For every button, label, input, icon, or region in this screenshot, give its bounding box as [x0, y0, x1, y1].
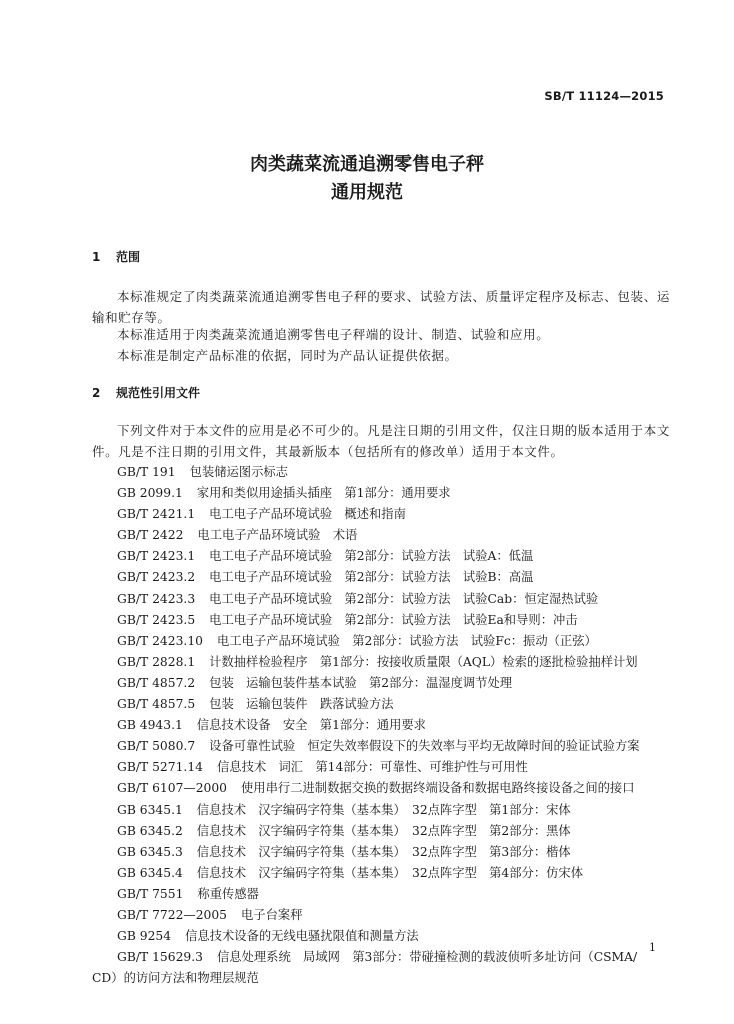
reference-title: 称重传感器 — [197, 886, 259, 901]
reference-title: 电工电子产品环境试验 第2部分：试验方法 试验B：高温 — [209, 570, 534, 585]
scope-paragraph: 本标准规定了肉类蔬菜流通追溯零售电子秤的要求、试验方法、质量评定程序及标志、包装、运输和贮存等。 — [92, 289, 670, 325]
reference-code: GB/T 5080.7 — [117, 739, 196, 754]
section-title: 范围 — [116, 250, 141, 264]
reference-item — [117, 800, 677, 821]
reference-code: GB 6345.3 — [117, 844, 183, 859]
reference-title: 计数抽样检验程序 第1部分：按接收质量限（AQL）检索的逐批检验抽样计划 — [209, 654, 638, 669]
reference-title: 电工电子产品环境试验 概述和指南 — [209, 507, 406, 522]
document-title: 肉类蔬菜流通追溯零售电子秤 — [250, 154, 484, 175]
reference-code: GB/T 2421.1 — [117, 507, 196, 522]
section-heading-normative-references — [92, 384, 200, 401]
scope-paragraph: 本标准是制定产品标准的依据，同时为产品认证提供依据。 — [117, 348, 458, 363]
reference-item — [117, 631, 677, 652]
reference-code: GB/T 2828.1 — [117, 654, 196, 669]
section-title: 规范性引用文件 — [116, 386, 201, 400]
reference-code: GB/T 2422 — [117, 528, 184, 543]
reference-item — [117, 483, 677, 504]
standard-number: SB/T 11124—2015 — [544, 89, 664, 103]
reference-list — [92, 462, 677, 989]
reference-item — [117, 567, 677, 588]
reference-code: GB 6345.4 — [117, 865, 183, 880]
reference-item — [117, 462, 677, 483]
reference-item — [117, 652, 677, 673]
reference-item — [117, 863, 677, 884]
reference-item — [117, 821, 677, 842]
reference-title: 电工电子产品环境试验 第2部分：试验方法 试验Fc：振动（正弦） — [216, 633, 597, 648]
reference-code: GB/T 7722—2005 — [117, 907, 227, 922]
reference-item — [117, 715, 677, 736]
reference-code: GB/T 2423.2 — [117, 570, 196, 585]
reference-code: GB 6345.2 — [117, 823, 183, 838]
reference-code: GB 2099.1 — [117, 486, 183, 501]
reference-continuation: CD）的访问方法和物理层规范 — [92, 971, 259, 986]
reference-code: GB/T 2423.3 — [117, 591, 196, 606]
reference-item — [117, 905, 677, 926]
reference-code: GB 6345.1 — [117, 802, 183, 817]
references-intro: 下列文件对于本文件的应用是必不可少的。凡是注日期的引用文件，仅注日期的版本适用于本文件。凡是不注日期的引用文件，其最新版本（包括所有的修改单）适用于本文件。 — [92, 423, 670, 459]
reference-code: GB/T 2423.1 — [117, 549, 196, 564]
reference-item — [117, 525, 677, 546]
reference-code: GB/T 5271.14 — [117, 760, 203, 775]
reference-item — [117, 504, 677, 525]
reference-code: GB/T 2423.10 — [117, 633, 203, 648]
reference-title: 电子台案秤 — [241, 907, 303, 922]
reference-title: 电工电子产品环境试验 第2部分：试验方法 试验Cab：恒定湿热试验 — [209, 591, 599, 606]
reference-title: 信息技术 汉字编码字符集（基本集） 32点阵字型 第1部分：宋体 — [196, 802, 571, 817]
reference-title: 家用和类似用途插头插座 第1部分：通用要求 — [196, 486, 451, 501]
reference-title: 包装 运输包装件 跌落试验方法 — [209, 697, 394, 712]
section-heading-scope — [92, 248, 140, 265]
reference-title: 信息技术 汉字编码字符集（基本集） 32点阵字型 第2部分：黑体 — [196, 823, 571, 838]
reference-item — [117, 736, 677, 757]
scope-paragraph: 本标准适用于肉类蔬菜流通追溯零售电子秤端的设计、制造、试验和应用。 — [117, 327, 550, 342]
reference-item — [117, 884, 677, 905]
reference-item — [117, 757, 677, 778]
reference-item — [117, 546, 677, 567]
reference-item — [117, 842, 677, 863]
section-number: 1 — [92, 250, 101, 264]
reference-title: 信息技术设备 安全 第1部分：通用要求 — [196, 718, 426, 733]
reference-item — [117, 589, 677, 610]
reference-title: 信息技术 汉字编码字符集（基本集） 32点阵字型 第4部分：仿宋体 — [196, 865, 584, 880]
reference-item — [117, 694, 677, 715]
reference-code: GB/T 6107—2000 — [117, 781, 227, 796]
reference-item — [117, 610, 677, 631]
reference-title: 电工电子产品环境试验 第2部分：试验方法 试验Ea和导则：冲击 — [209, 612, 578, 627]
reference-code: GB/T 4857.2 — [117, 675, 196, 690]
reference-code: GB 4943.1 — [117, 718, 183, 733]
reference-title: 信息技术 词汇 第14部分：可靠性、可维护性与可用性 — [216, 760, 528, 775]
reference-code: GB/T 4857.5 — [117, 697, 196, 712]
section-number: 2 — [92, 386, 101, 400]
reference-item — [117, 673, 677, 694]
reference-code: GB/T 2423.5 — [117, 612, 196, 627]
reference-title: 包装 运输包装件基本试验 第2部分：温湿度调节处理 — [209, 675, 513, 690]
reference-item — [117, 947, 677, 968]
reference-title: 使用串行二进制数据交换的数据终端设备和数据电路终接设备之间的接口 — [241, 781, 635, 796]
page-number: 1 — [649, 941, 656, 954]
reference-code: GB/T 7551 — [117, 886, 184, 901]
reference-code: GB/T 15629.3 — [117, 950, 203, 965]
reference-code: GB/T 191 — [117, 465, 176, 479]
reference-title: 电工电子产品环境试验 术语 — [197, 528, 358, 543]
reference-title: 信息处理系统 局域网 第3部分：带碰撞检测的载波侦听多址访问（CSMA/ — [216, 950, 638, 965]
reference-item — [117, 926, 677, 947]
reference-code: GB 9254 — [117, 929, 172, 944]
reference-title: 信息技术 汉字编码字符集（基本集） 32点阵字型 第3部分：楷体 — [196, 844, 571, 859]
reference-item — [117, 778, 677, 799]
reference-title: 设备可靠性试验 恒定失效率假设下的失效率与平均无故障时间的验证试验方案 — [209, 739, 640, 754]
reference-title: 包装储运图示标志 — [189, 465, 288, 479]
reference-title: 电工电子产品环境试验 第2部分：试验方法 试验A：低温 — [209, 549, 534, 564]
reference-title: 信息技术设备的无线电骚扰限值和测量方法 — [185, 929, 419, 944]
document-subtitle: 通用规范 — [331, 182, 403, 203]
